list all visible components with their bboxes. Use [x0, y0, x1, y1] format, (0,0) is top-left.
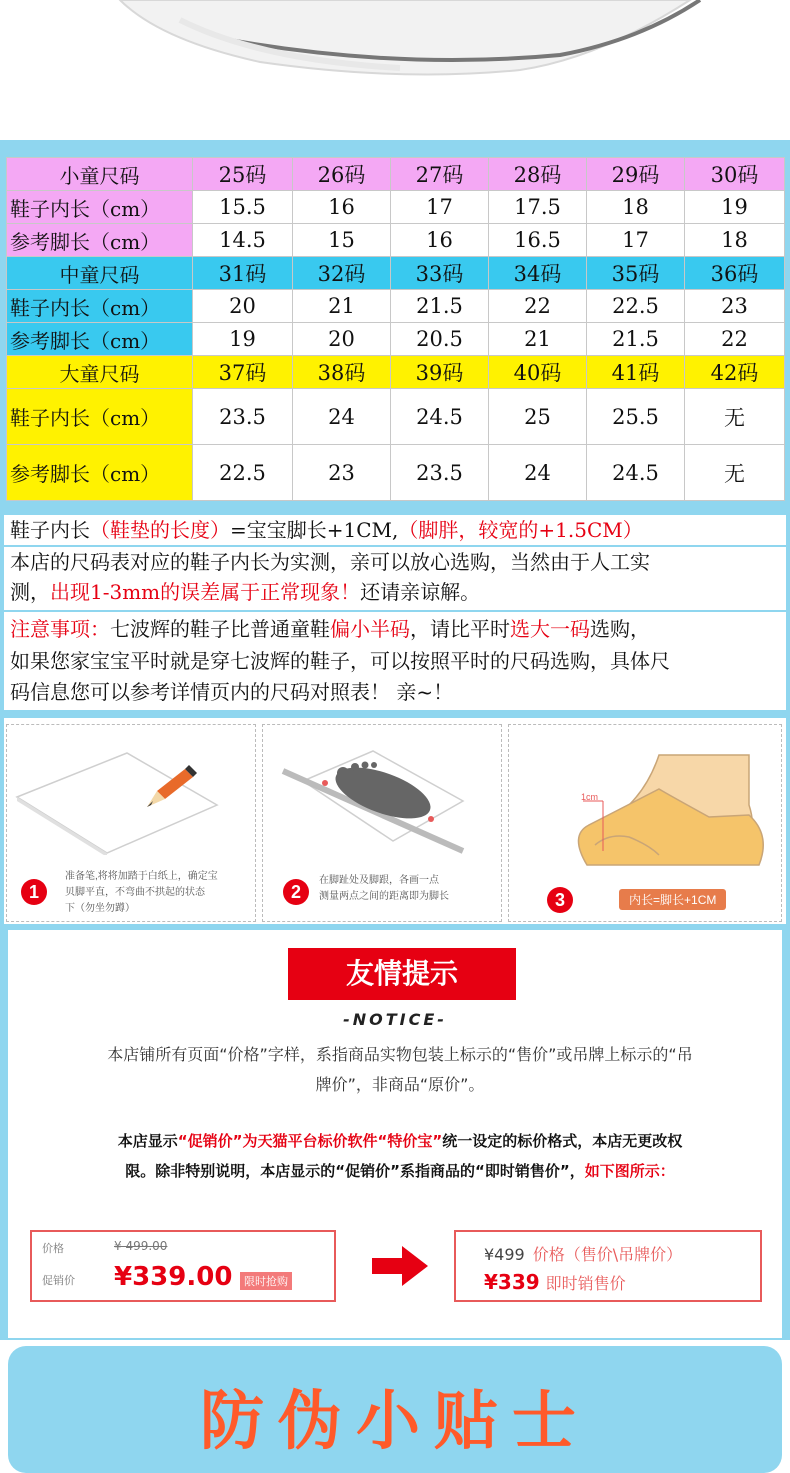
measure-value: 22	[489, 290, 587, 323]
paper-pencil-icon	[7, 735, 257, 855]
size-cell: 32码	[293, 257, 391, 290]
notice-title: 友情提示	[288, 948, 516, 1000]
anti-fake-banner	[0, 1340, 790, 1473]
size-cell: 38码	[293, 356, 391, 389]
measure-value: 无	[685, 445, 785, 501]
arrow-right-icon	[372, 1246, 428, 1286]
notice-paragraph-2: 本店显示“促销价”为天猫平台标价软件“特价宝”统一设定的标价格式，本店无更改权 限。除非特别说明，本店显示的“促销价”系指商品的“即时销售价”，如下图所示：	[117, 1132, 683, 1180]
size-measure-row	[7, 290, 785, 323]
divider	[4, 610, 786, 612]
step-2-number: 2	[283, 879, 309, 905]
note-line-6: 码信息您可以参考详情页内的尺码对照表！ 亲~！	[10, 680, 454, 704]
size-cell: 35码	[587, 257, 685, 290]
measure-value: 24	[489, 445, 587, 501]
size-cell: 34码	[489, 257, 587, 290]
one-cm-mark: 1cm	[581, 792, 599, 802]
measure-value: 18	[685, 224, 785, 257]
measure-value: 24.5	[587, 445, 685, 501]
size-cell: 36码	[685, 257, 785, 290]
old-price: ¥ 499.00	[114, 1239, 168, 1253]
measure-value: 23	[685, 290, 785, 323]
measure-value: 21	[293, 290, 391, 323]
measure-value: 14.5	[193, 224, 293, 257]
inner-length-badge: 内长=脚长+1CM	[619, 889, 726, 910]
size-cell: 41码	[587, 356, 685, 389]
note-line-2: 本店的尺码表对应的鞋子内长为实测，亲可以放心选购，当然由于人工实	[10, 550, 650, 574]
measure-value: 25.5	[587, 389, 685, 445]
list-price-row: ¥499 价格（售价\吊牌价）	[484, 1245, 683, 1264]
size-group-label: 大童尺码	[7, 356, 193, 389]
measure-value: 17.5	[489, 191, 587, 224]
measure-value: 23.5	[193, 389, 293, 445]
measure-value: 22	[685, 323, 785, 356]
measure-label: 鞋子内长（cm）	[7, 389, 193, 445]
measure-value: 22.5	[193, 445, 293, 501]
measure-value: 20	[193, 290, 293, 323]
measure-value: 17	[587, 224, 685, 257]
measure-value: 21.5	[391, 290, 489, 323]
footprint-ruler-icon	[263, 741, 503, 861]
step-1-panel	[6, 724, 256, 922]
step-2-text: 在脚趾处及脚跟，各画一点 测量两点之间的距离即为脚长	[319, 875, 449, 902]
measure-value: 19	[685, 191, 785, 224]
measure-value: 20.5	[391, 323, 489, 356]
measure-value: 23.5	[391, 445, 489, 501]
size-cell: 25码	[193, 158, 293, 191]
step-1-number: 1	[21, 879, 47, 905]
size-measure-row	[7, 445, 785, 501]
size-measure-row	[7, 191, 785, 224]
size-group-header-row	[7, 257, 785, 290]
tmall-price-example	[30, 1230, 336, 1302]
note-line-5: 如果您家宝宝平时就是穿七波辉的鞋子，可以按照平时的尺码选购，具体尺	[10, 649, 670, 673]
measure-value: 18	[587, 191, 685, 224]
measure-steps	[0, 712, 790, 930]
measure-label: 参考脚长（cm）	[7, 323, 193, 356]
step-3-panel	[508, 724, 782, 922]
promo-price: ¥339.00	[114, 1262, 233, 1292]
measure-value: 15	[293, 224, 391, 257]
measure-value: 15.5	[193, 191, 293, 224]
measure-value: 17	[391, 191, 489, 224]
measure-value: 22.5	[587, 290, 685, 323]
foot-in-shoe-icon	[509, 725, 783, 875]
shoe-photo	[0, 0, 790, 140]
size-notes	[0, 512, 790, 712]
measure-value: 24.5	[391, 389, 489, 445]
measure-value: 21.5	[587, 323, 685, 356]
note-line-1: 鞋子内长（鞋垫的长度）=宝宝脚长+1CM,（脚胖，较宽的+1.5CM）	[10, 518, 643, 542]
size-cell: 42码	[685, 356, 785, 389]
promo-label: 促销价	[42, 1274, 75, 1287]
flash-sale-badge: 限时抢购	[240, 1272, 292, 1290]
size-cell: 39码	[391, 356, 489, 389]
size-cell: 27码	[391, 158, 489, 191]
measure-value: 25	[489, 389, 587, 445]
step-2-panel	[262, 724, 502, 922]
step-1-text: 准备笔,将将加踏于白纸上，确定宝 贝脚平直，不弯曲不拱起的状态 下（勿坐勿蹲）	[65, 871, 218, 914]
measure-value: 20	[293, 323, 391, 356]
measure-label: 鞋子内长（cm）	[7, 290, 193, 323]
size-cell: 31码	[193, 257, 293, 290]
measure-value: 16	[391, 224, 489, 257]
price-label: 价格	[42, 1242, 64, 1255]
size-cell: 30码	[685, 158, 785, 191]
size-group-label: 小童尺码	[7, 158, 193, 191]
notice-subtitle: -NOTICE-	[343, 1010, 447, 1029]
measure-label: 鞋子内长（cm）	[7, 191, 193, 224]
size-table	[6, 157, 785, 501]
size-cell: 40码	[489, 356, 587, 389]
measure-label: 参考脚长（cm）	[7, 445, 193, 501]
measure-value: 无	[685, 389, 785, 445]
notice-section	[0, 930, 790, 1340]
note-line-4: 注意事项：七波辉的鞋子比普通童鞋偏小半码，请比平时选大一码选购，	[10, 617, 650, 641]
instant-price-row: ¥339 即时销售价	[484, 1270, 626, 1294]
size-cell: 28码	[489, 158, 587, 191]
size-measure-row	[7, 389, 785, 445]
size-measure-row	[7, 323, 785, 356]
notice-paragraph-1: 本店铺所有页面“价格”字样，系指商品实物包装上标示的“售价”或吊牌上标示的“吊 牌价”，非商品“原价”。	[107, 1045, 693, 1094]
step-3-number: 3	[547, 887, 573, 913]
price-meaning-example	[454, 1230, 762, 1302]
measure-label: 参考脚长（cm）	[7, 224, 193, 257]
measure-value: 21	[489, 323, 587, 356]
measure-value: 23	[293, 445, 391, 501]
measure-value: 24	[293, 389, 391, 445]
size-group-label: 中童尺码	[7, 257, 193, 290]
size-chart	[0, 140, 790, 512]
banner-title: 防伪小贴士	[200, 1385, 590, 1459]
size-cell: 37码	[193, 356, 293, 389]
size-cell: 33码	[391, 257, 489, 290]
note-line-3: 测，出现1-3mm的误差属于正常现象！还请亲谅解。	[10, 580, 481, 604]
measure-value: 16	[293, 191, 391, 224]
size-cell: 29码	[587, 158, 685, 191]
size-cell: 26码	[293, 158, 391, 191]
size-group-header-row	[7, 158, 785, 191]
measure-value: 16.5	[489, 224, 587, 257]
size-measure-row	[7, 224, 785, 257]
measure-value: 19	[193, 323, 293, 356]
size-group-header-row	[7, 356, 785, 389]
